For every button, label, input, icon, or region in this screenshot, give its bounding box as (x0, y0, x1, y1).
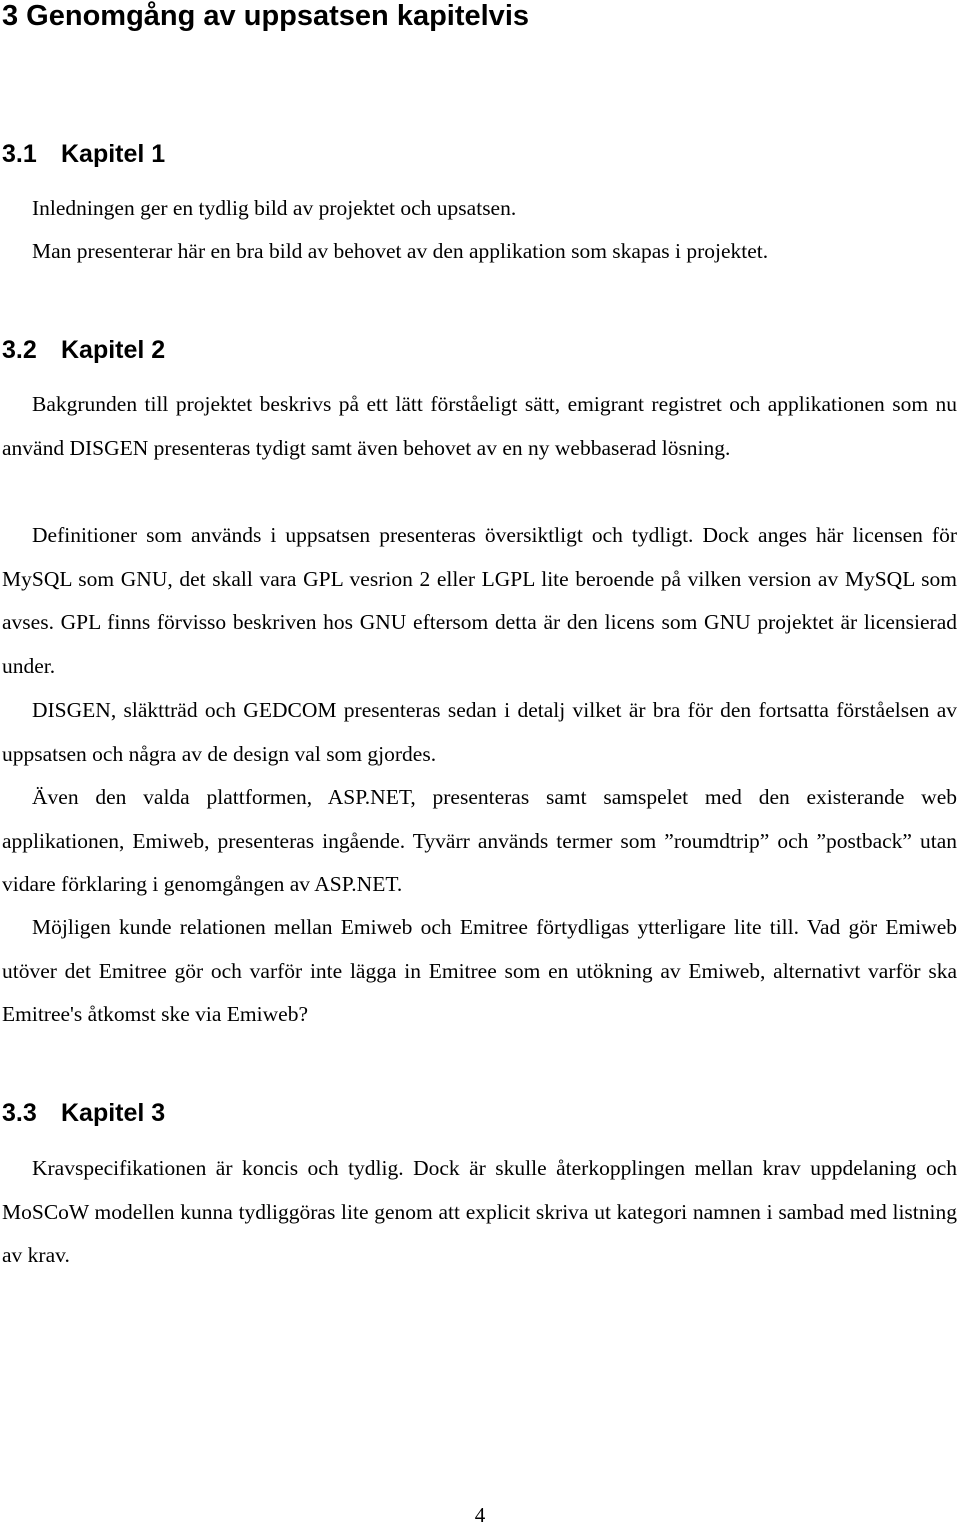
paragraph (32, 187, 952, 231)
page-number: 4 (474, 1503, 486, 1527)
section-title: Kapitel 3 (61, 1099, 166, 1127)
paragraph (2, 1147, 957, 1278)
section-number: 3.2 (2, 336, 37, 364)
section-heading-3-2 (2, 333, 165, 367)
paragraph-text: Även den valda plattformen, ASP.NET, presenteras samt samspelet med den existerande web applikationen, Emiweb, presenteras ingående. Tyvärr används termer som ”roumdtrip” och ”postback” utan vidare förklaring i genomgången av ASP.NET. (2, 785, 957, 896)
section-number: 3.3 (2, 1099, 37, 1127)
paragraph (2, 689, 957, 776)
paragraph-text: Inledningen ger en tydlig bild av projektet och upsatsen. (32, 196, 517, 220)
chapter-heading: 3 Genomgång av uppsatsen kapitelvis (2, 0, 529, 32)
paragraph-text: Bakgrunden till projektet beskrivs på ett lätt förståeligt sätt, emigrant registret och applikationen som nu använd DISGEN presenteras tydigt samt även behovet av en ny webbaserad lösning. (2, 392, 957, 460)
paragraph (2, 514, 957, 688)
paragraph-text: Kravspecifikationen är koncis och tydlig. Dock är skulle återkopplingen mellan krav uppdelaning och MoSCoW modellen kunna tydliggöras lite genom att explicit skriva ut kategori namnen i sambad med listning av krav. (2, 1156, 957, 1267)
section-number: 3.1 (2, 140, 37, 168)
paragraph (32, 230, 952, 274)
paragraph-text: Möjligen kunde relationen mellan Emiweb och Emitree förtydligas ytterligare lite till. Vad gör Emiweb utöver det Emitree gör och varför inte lägga in Emitree som en utökning av Emiweb, alternativt varför ska Emitree's åtkomst ske via Emiweb? (2, 915, 957, 1026)
section-title: Kapitel 1 (61, 140, 166, 168)
section-heading-3-3 (2, 1096, 165, 1130)
paragraph (2, 383, 957, 470)
paragraph (2, 906, 957, 1037)
section-title: Kapitel 2 (61, 336, 166, 364)
paragraph (2, 776, 957, 907)
paragraph-text: DISGEN, släktträd och GEDCOM presenteras sedan i detalj vilket är bra för den fortsatta förståelsen av uppsatsen och några av de design val som gjordes. (2, 698, 957, 766)
paragraph-text: Man presenterar här en bra bild av behovet av den applikation som skapas i projektet. (32, 239, 769, 263)
section-heading-3-1 (2, 137, 165, 171)
paragraph-text: Definitioner som används i uppsatsen presenteras översiktligt och tydligt. Dock anges här licensen för MySQL som GNU, det skall vara GPL vesrion 2 eller LGPL lite beroende på vilken version av MySQL som avses. GPL finns förvisso beskriven hos GNU eftersom detta är den licens som GNU projektet är licensierad under. (2, 523, 957, 678)
